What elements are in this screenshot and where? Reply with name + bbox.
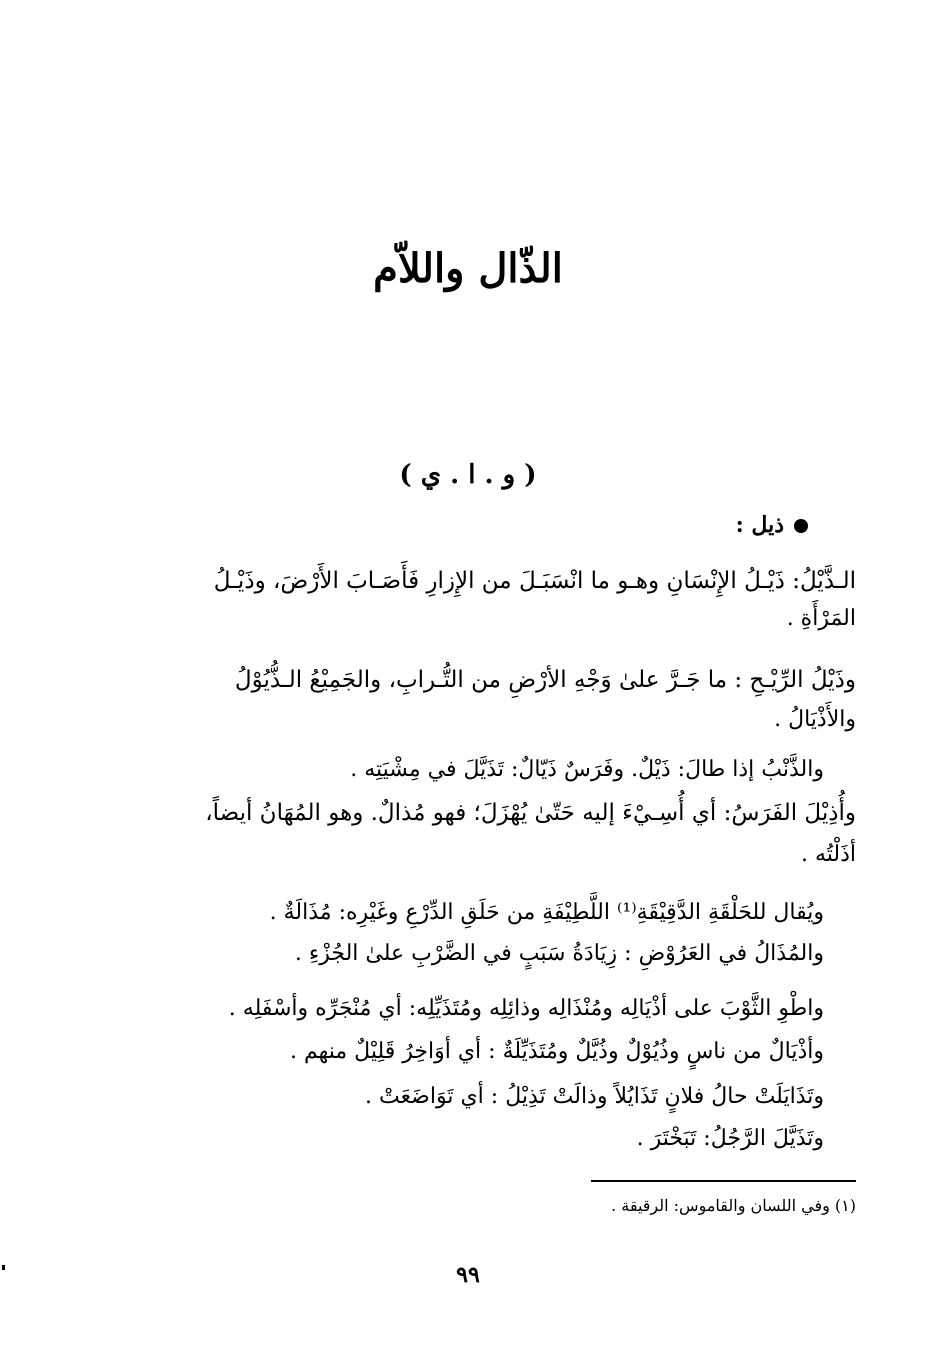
scan-edge-mark: [2, 1265, 5, 1270]
entry-heading: [736, 512, 808, 538]
entry-heading-label: ذيل :: [735, 512, 784, 538]
chapter-title: الذّال واللاّم: [373, 245, 563, 292]
text-line: والذَّنْبُ إذا طالَ: ذَيْلٌ. وفَرَسٌ ذَيّالٌ: تَذَيَّلَ في مِشْيَتِه .: [350, 757, 824, 782]
text-line: والمُذَالُ في العَرُوْضِ : زِيَادَةُ سَبَبٍ في الضَّرْبِ علىٰ الجُزْءِ .: [294, 941, 824, 966]
text-line: الـذَّيْلُ: ذَيْـلُ الإِنْسَانِ وهـو ما انْسَبَـلَ من الإِزارِ فَأَصَـابَ الأَرْضَ، وذَيْـلُ: [213, 568, 856, 594]
text-line: المَرْأَةِ .: [786, 606, 856, 631]
text-line: أذَلْتُه .: [800, 842, 856, 867]
text-line: وأُذِيْلَ الفَرَسُ: أي أُسِـيْءَ إليه حَتّىٰ يُهْزَلَ؛ فهو مُذالٌ. وهو المُهَانُ أيضاً،: [205, 800, 856, 826]
section-heading: ( و . ا . ي ): [399, 460, 537, 490]
text-line: واطْوِ الثَّوْبَ على أذْيَالِه ومُنْذَالِه وذائِلِه ومُتَذَيِّلِه: أي مُنْجَرِّه وأسْفَلِه .: [228, 996, 824, 1021]
text-line: وأذْيَالٌ من ناسٍ وذُيُوْلٌ وذُيَّلٌ ومُتَذَيِّلَةٌ : أي أوَاخِرُ قَلِيْلٌ منهم .: [289, 1039, 824, 1064]
text-line: والأَذْيَالُ .: [774, 707, 856, 732]
text-line: وتَذَايَلَتْ حالُ فلانٍ تَذَايُلاً وذالَتْ تَذِيْلُ : أي تَوَاضَعَتْ .: [364, 1084, 824, 1109]
footnote-divider: [591, 1180, 856, 1182]
text-line: وذَيْلُ الرِّيْـحِ : ما جَـرَّ علىٰ وَجْهِ الأرْضِ من التُّـرابِ، والجَمِيْعُ الـذُّيُوْلُ: [234, 667, 856, 693]
text-line: ويُقال للحَلْقَةِ الدَّقِيْقَةِ⁽¹⁾ اللَّطِيْفَةِ من حَلَقِ الدِّرْعِ وغَيْرِه: مُذَالَةٌ .: [269, 900, 824, 925]
bullet-icon: [794, 519, 808, 533]
text-line: وتَذَيَّلَ الرَّجُلُ: تَبَخْتَرَ .: [636, 1126, 824, 1151]
footnote: (١) وفي اللسان والقاموس: الرقيقة .: [611, 1196, 856, 1215]
page-number: ٩٩: [456, 1262, 480, 1288]
